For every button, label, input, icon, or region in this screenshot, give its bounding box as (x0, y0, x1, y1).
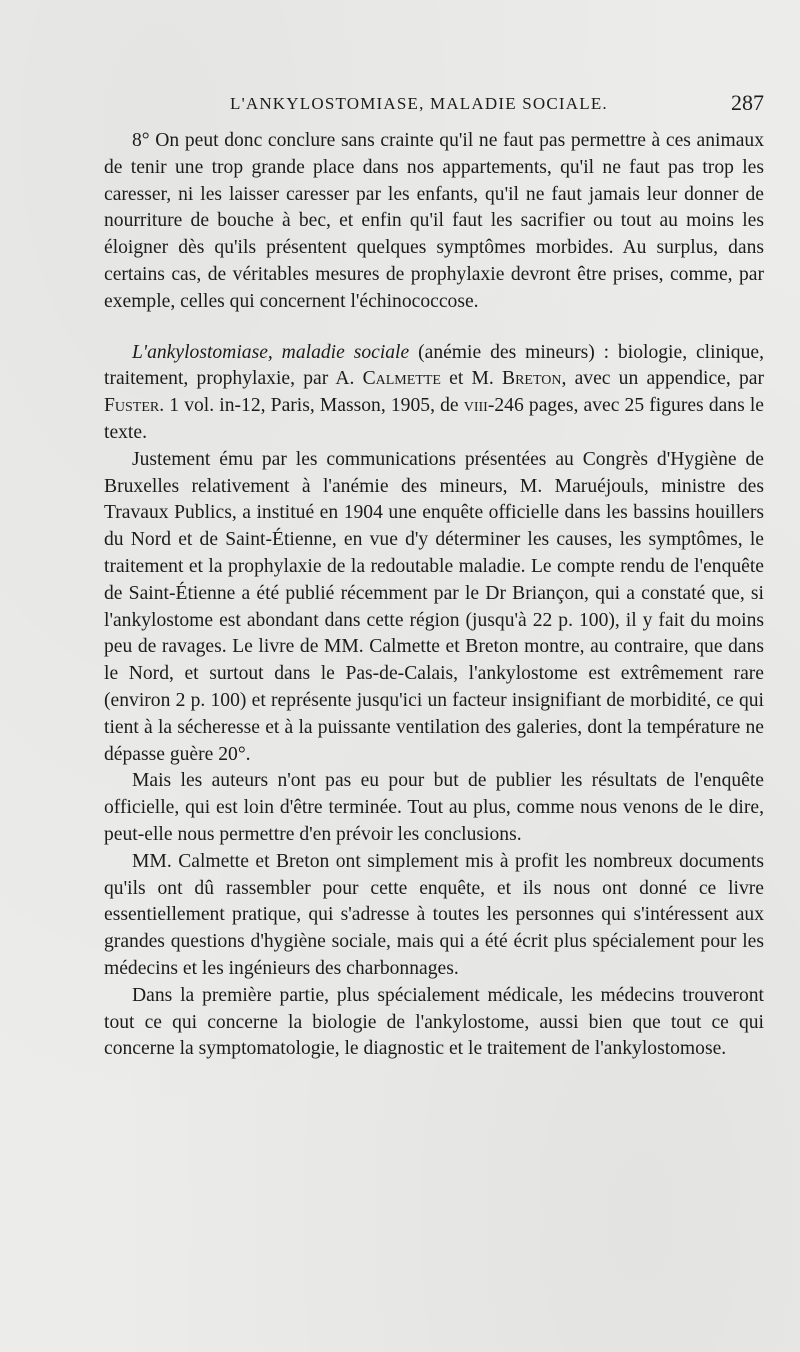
page-number: 287 (731, 90, 764, 115)
review-with: , avec un appendice, par (561, 368, 764, 390)
review-pages-rest: -246 pages, avec 25 figures dans le texte. (104, 395, 765, 443)
book-page (104, 92, 764, 1063)
paragraph-premiere-partie: Dans la première partie, plus spécialement médicale, les médecins trouveront tout ce qui concerne la biologie de l'ankylostome, aussi bien que tout ce qui concerne la symptomatologie, le diagnostic et le traitement de l'ankylostomose. (104, 984, 764, 1060)
review-publication: . 1 vol. in-12, Paris, Masson, 1905, de (159, 395, 464, 417)
body-text (104, 128, 764, 1063)
page-header (104, 92, 764, 128)
review-author-fuster: Fuster (104, 395, 160, 417)
paragraph-documents: MM. Calmette et Breton ont simplement mis à profit les nombreux documents qu'ils ont dû rassembler pour cette enquête, et ils nous ont donné ce livre essentiellement pratique, qui s'adresse à toutes les personnes qui s'intéressent aux grandes questions d'hygiène sociale, mais qui a été écrit plus spécialement pour les médecins et les ingénieurs des charbonnages. (104, 850, 764, 979)
running-title: L'ANKYLOSTOMIASE, MALADIE SOCIALE. (230, 94, 608, 113)
paragraph-conclusion: 8° On peut donc conclure sans crainte qu'il ne faut pas permettre à ces animaux de tenir une trop grande place dans nos appartements, qu'il ne faut pas trop les caresser, ni les laisser caresser par les enfants, qu'il ne faut jamais leur donner de nourriture de bouche à bec, et enfin qu'il faut les sacrifier ou tout au moins les éloigner dès qu'ils présentent quelques symptômes morbides. Au surplus, dans certains cas, de véritables mesures de prophylaxie devront être prises, comme, par exemple, celles qui concernent l'échinococcose. (104, 130, 764, 312)
paragraph-enquete: Justement ému par les communications présentées au Congrès d'Hygiène de Bruxelles relativement à l'anémie des mineurs, M. Maruéjouls, ministre des Travaux Publics, a institué en 1904 une enquête officielle dans les bassins houillers du Nord et de Saint-Étienne, en vue d'y déterminer les causes, les symptômes, le traitement et la prophylaxie de la redoutable maladie. Le compte rendu de l'enquête de Saint-Étienne a été publié récemment par le Dr Briançon, qui a constaté que, si l'ankylostome est abondant dans cette région (jusqu'à 22 p. 100), il y fait du moins peu de ravages. Le livre de MM. Calmette et Breton montre, au contraire, que dans le Nord, et surtout dans le Pas-de-Calais, l'ankylostome est extrêmement rare (environ 2 p. 100) et représente jusqu'ici un facteur insignifiant de morbidité, ce qui tient à la sécheresse et à la puissante ventilation des galeries, dont la température ne dépasse guère 20°. (104, 448, 764, 765)
review-subtitle: (anémie des mineurs) : biologie, clinique, traitement, prophylaxie, par A. (104, 341, 764, 390)
book-review-citation (104, 340, 764, 447)
review-author-calmette: Calmette (362, 368, 441, 390)
paragraph-auteurs: Mais les auteurs n'ont pas eu pour but de publier les résultats de l'enquête officielle, qui est loin d'être terminée. Tout au plus, comme nous venons de le dire, peut-elle nous permettre d'en prévoir les conclusions. (104, 770, 764, 845)
review-author-breton: Breton (502, 368, 562, 390)
review-and: et M. (440, 368, 503, 390)
review-title: L'ankylostomiase, maladie sociale (132, 341, 410, 363)
review-pages-roman: viii (463, 395, 488, 417)
